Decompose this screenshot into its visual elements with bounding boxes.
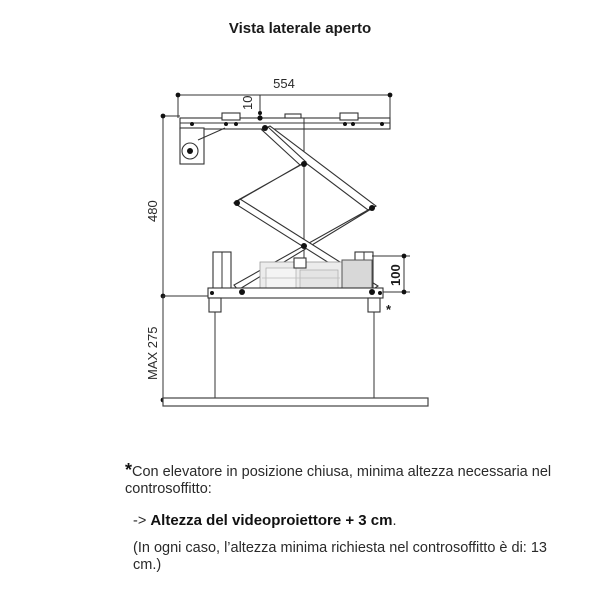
top-rail [180, 113, 390, 129]
dimension-projector-height-label: 100 [388, 264, 403, 286]
note-line1-text: Con elevatore in posizione chiusa, minima altezza necessaria nel controsoffitto: [125, 464, 552, 497]
suspension-rods [215, 312, 374, 398]
diagram-title: Vista laterale aperto [228, 20, 372, 37]
note-asterisk: * [125, 460, 133, 480]
dimension-max-drop-label: MAX 275 [145, 326, 160, 380]
note-period: . [392, 513, 397, 529]
dimension-height-open-label: 480 [145, 200, 160, 222]
dimension-offset-top [240, 95, 262, 118]
note-closed-position [125, 462, 585, 498]
note-minimum-height: (In ogni caso, l’altezza minima richiesta nel controsoffitto è di: 13 cm.) [133, 540, 547, 573]
dimension-max-drop [145, 296, 165, 402]
dimension-height-open [145, 114, 180, 299]
note-requirement [133, 512, 593, 530]
dimension-width-top [176, 76, 393, 118]
lower-platform [163, 288, 392, 317]
dimension-width-top-label: 554 [273, 76, 295, 91]
ceiling-panel [163, 398, 428, 406]
note-arrow: -> [133, 513, 151, 529]
projector [260, 258, 372, 292]
asterisk-marker: * [386, 302, 392, 317]
motor-bracket [180, 128, 225, 164]
dimension-offset-top-label: 10 [240, 95, 255, 110]
note-highlight: Altezza del videoproiettore + 3 cm [150, 512, 393, 529]
